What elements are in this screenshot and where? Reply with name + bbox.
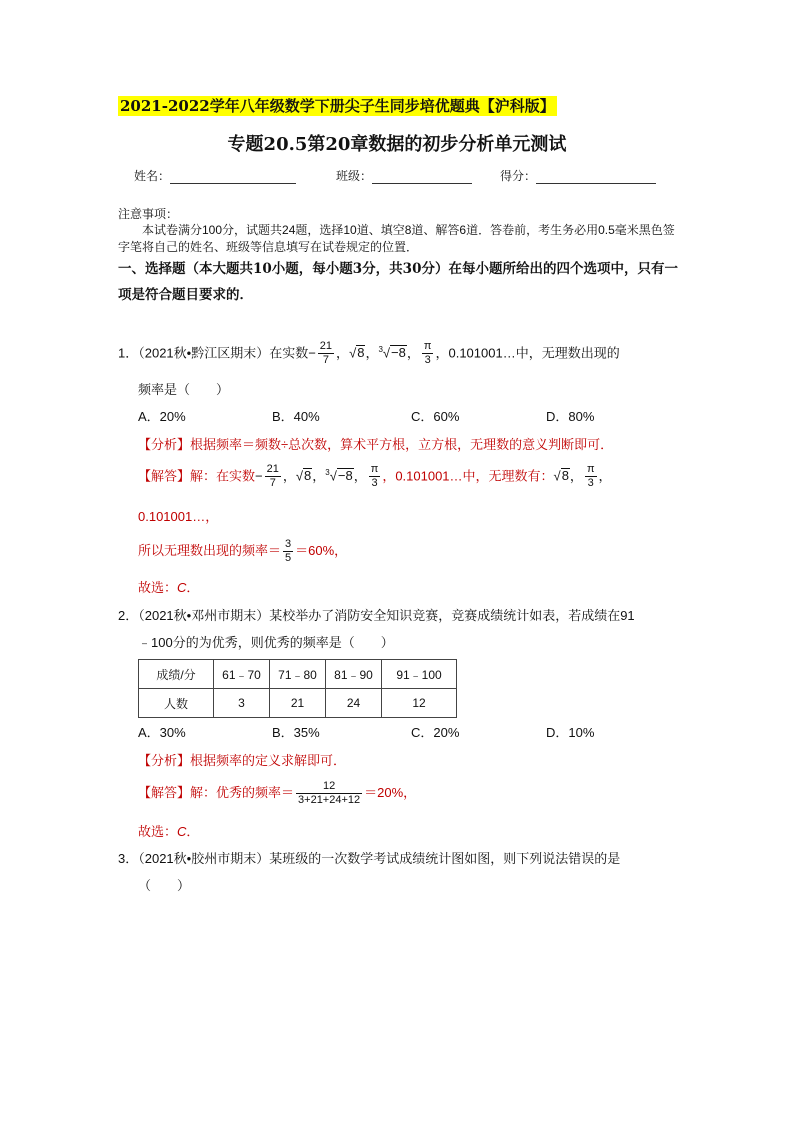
q2-ans-den: 3+21+24+12 xyxy=(298,794,361,806)
q1-choose xyxy=(138,578,199,598)
q1-comma: ， xyxy=(336,345,350,361)
page-title: 专题20.5第20章数据的初步分析单元测试 xyxy=(227,134,567,155)
table-cell: 人数 xyxy=(139,689,214,718)
q1-choose-label: 故选： xyxy=(138,580,178,595)
q1-neg: − xyxy=(308,345,316,361)
table-cell: 61﹣70 xyxy=(214,660,270,689)
score-field xyxy=(500,167,656,184)
q1-line2: 频率是（ ） xyxy=(138,382,230,397)
q1-pi-den: 3 xyxy=(424,354,431,367)
q2-choose-end: ． xyxy=(186,824,200,839)
q2-option-b: B．35% xyxy=(272,725,320,740)
q1-ans-comma2: ， xyxy=(312,468,326,484)
q1-cbrt-index: 3 xyxy=(378,345,383,354)
q1-ans-sqrt2: 8 xyxy=(561,468,569,484)
q2-analysis xyxy=(138,751,346,771)
q1-ans-neg: − xyxy=(255,468,263,484)
q1-ans2-num: 3 xyxy=(285,538,292,550)
q1-ans-pi2 xyxy=(585,463,597,490)
q1-ans-comma3: ， xyxy=(353,468,367,484)
table-cell: 81﹣90 xyxy=(326,660,382,689)
q1-ans-comma4: ， xyxy=(569,468,583,484)
q2-answer-tag: 【解答】 xyxy=(138,784,191,800)
q1-option-b: B．40% xyxy=(272,409,320,424)
q1-ans-pi xyxy=(369,463,381,490)
q1-frac-den: 7 xyxy=(322,354,329,367)
q1-ans-pi2-num: π xyxy=(586,463,595,476)
section-heading: 一、选择题（本大题共10小题，每小题3分，共30分）在每小题所给出的四个选项中，只有一项是符合题目要求的． xyxy=(118,261,678,303)
q1-ans-frac2 xyxy=(283,538,293,565)
q1-ans-pi-num: π xyxy=(370,463,379,476)
q1-pi-num: π xyxy=(423,340,432,353)
q2-choose xyxy=(138,822,199,842)
q2-option-d: D．10% xyxy=(546,725,595,740)
q2-analysis-text: 根据频率的定义求解即可． xyxy=(190,753,347,768)
q1-option-c: C．60% xyxy=(411,409,460,424)
q1-answer-a: 解：在实数 xyxy=(190,468,256,484)
q2-ans-num: 12 xyxy=(296,780,362,794)
q1-ans-frac-num: 21 xyxy=(266,463,279,476)
table-cell: 成绩/分 xyxy=(139,660,214,689)
banner-year: 2021-2022 xyxy=(120,97,210,115)
q1-answer-line2: 0.101001…， xyxy=(138,509,219,524)
q1-ans-frac-den: 7 xyxy=(269,477,276,490)
table-cell: 71﹣80 xyxy=(270,660,326,689)
q1-comma2: ， xyxy=(365,345,379,361)
table-cell: 91﹣100 xyxy=(382,660,457,689)
q1-analysis xyxy=(138,435,613,455)
q1-answer-line3b: ＝60%， xyxy=(295,542,348,558)
q1-ans2-den: 5 xyxy=(285,552,292,564)
q2-answer-b: ＝20%， xyxy=(364,784,417,800)
q2-answer xyxy=(138,780,416,807)
q1-answer-tag: 【解答】 xyxy=(138,468,191,484)
q2-line1: 2．（2021秋•邓州市期末）某校举办了消防安全知识竞赛，竞赛成绩统计如表，若成绩在91 xyxy=(118,608,635,623)
q1-ans-cbrt-index: 3 xyxy=(325,468,330,477)
table-cell: 21 xyxy=(270,689,326,718)
class-field xyxy=(336,167,472,184)
q1-tail: ，0.101001…中，无理数出现的 xyxy=(435,345,620,361)
score-blank xyxy=(536,169,656,184)
q1-cbrt: −8 xyxy=(391,345,406,361)
notes-heading: 注意事项： xyxy=(118,207,179,221)
banner-text: 学年八年级数学下册尖子生同步培优题典【沪科版】 xyxy=(209,97,555,115)
q1-ans-comma5: ， xyxy=(598,468,612,484)
q1-pi-fraction xyxy=(422,340,434,367)
header-banner xyxy=(118,96,557,116)
q1-comma3: ， xyxy=(406,345,420,361)
name-label: 姓名： xyxy=(134,169,171,183)
q2-line2: ﹣100分的为优秀，则优秀的频率是（ ） xyxy=(138,635,394,650)
table-row xyxy=(139,660,457,689)
q1-option-a: A．20% xyxy=(138,409,186,424)
q1-sqrt: 8 xyxy=(357,345,365,361)
name-field xyxy=(134,167,296,184)
q1-prefix: 1．（2021秋•黔江区期末）在实数 xyxy=(118,345,309,361)
table-cell: 3 xyxy=(214,689,270,718)
q1-answer-line3 xyxy=(138,538,347,565)
q1-ans-fraction xyxy=(265,463,281,490)
q1-frac-num: 21 xyxy=(319,340,333,353)
q1-answer-b: ，0.101001…中，无理数有： xyxy=(382,468,554,484)
q2-choose-letter: C xyxy=(177,824,187,839)
class-blank xyxy=(372,169,472,184)
q1-answer-line3a: 所以无理数出现的频率＝ xyxy=(138,542,282,558)
q1-ans-pi-den: 3 xyxy=(371,477,378,490)
q1-fraction xyxy=(318,340,334,367)
notes-body: 本试卷满分100分，试题共24题，选择10道、填空8道、解答6道．答卷前，考生务必用0.5毫米黑色签字笔将自己的姓名、班级等信息填写在试卷规定的位置． xyxy=(118,223,675,254)
q2-choose-label: 故选： xyxy=(138,824,178,839)
q1-choose-end: ． xyxy=(186,580,200,595)
table-cell: 24 xyxy=(326,689,382,718)
score-label: 得分： xyxy=(500,169,537,183)
q1-ans-cbrt: −8 xyxy=(337,468,353,484)
q2-analysis-tag: 【分析】 xyxy=(138,753,191,768)
q1-answer: 【解答】解：在实数− $\frac{21}{7}$ ，√8，$^3$√−8， $\frac{\pi}{3}$ ，0.101001…中，无理数有：√8， $\frac{\pi}{3}$ ， xyxy=(138,463,612,490)
q2-ans-fraction xyxy=(296,780,362,807)
q1-analysis-text: 根据频率＝频数÷总次数，算术平方根，立方根，无理数的意义判断即可． xyxy=(190,437,614,452)
q2-option-a: A．30% xyxy=(138,725,186,740)
q2-table xyxy=(138,659,457,718)
q3-line2: （ ） xyxy=(138,878,191,893)
q3-line1: 3．（2021秋•胶州市期末）某班级的一次数学考试成绩统计图如图，则下列说法错误的是 xyxy=(118,851,621,866)
q2-answer-a: 解：优秀的频率＝ xyxy=(190,784,295,800)
q1-ans-comma: ， xyxy=(282,468,296,484)
q1-ans-sqrt: 8 xyxy=(304,468,312,484)
table-cell: 12 xyxy=(382,689,457,718)
q1-option-d: D．80% xyxy=(546,409,595,424)
question-1: 1．（2021秋•黔江区期末）在实数− $\frac{21}{7}$ ，√8，$^3$√−8， $\frac{\pi}{3}$ ，0.101001…中，无理数出现的 xyxy=(118,340,620,367)
q1-analysis-tag: 【分析】 xyxy=(138,437,191,452)
class-label: 班级： xyxy=(336,169,373,183)
q1-choose-letter: C xyxy=(177,580,187,595)
q2-option-c: C．20% xyxy=(411,725,460,740)
name-blank xyxy=(170,169,296,184)
q1-ans-pi2-den: 3 xyxy=(587,477,594,490)
table-row xyxy=(139,689,457,718)
